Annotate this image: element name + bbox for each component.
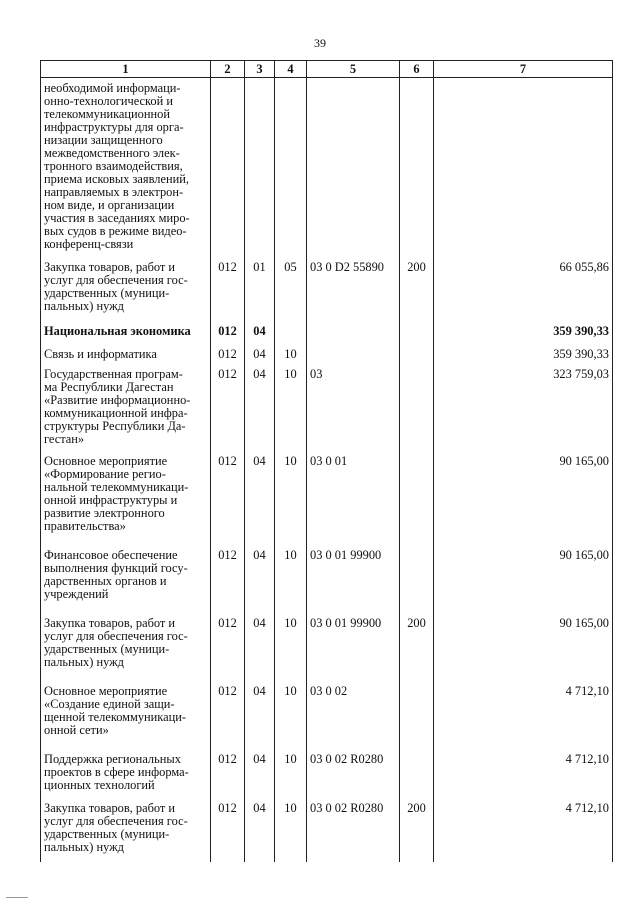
row-amount: 4 712,10 bbox=[434, 683, 613, 751]
row-chapter-code: 012 bbox=[211, 615, 245, 683]
row-amount bbox=[434, 78, 613, 260]
row-section-code: 04 bbox=[245, 683, 275, 751]
column-header-2: 2 bbox=[211, 61, 245, 78]
row-target-article: 03 0 02 bbox=[307, 683, 400, 751]
row-subsection-code: 10 bbox=[275, 547, 307, 615]
row-chapter-code: 012 bbox=[211, 547, 245, 615]
row-expense-type: 200 bbox=[400, 615, 434, 683]
row-amount: 90 165,00 bbox=[434, 453, 613, 547]
row-section-code: 01 bbox=[245, 259, 275, 323]
row-amount: 90 165,00 bbox=[434, 615, 613, 683]
row-amount: 66 055,86 bbox=[434, 259, 613, 323]
row-section-code: 04 bbox=[245, 346, 275, 366]
column-header-3: 3 bbox=[245, 61, 275, 78]
page-number: 39 bbox=[314, 36, 326, 50]
table-row bbox=[41, 259, 613, 323]
row-section-code: 04 bbox=[245, 453, 275, 547]
row-name: Закупка товаров, работ и услуг для обеспечения гос- ударственных (муници- пальных) нужд bbox=[41, 615, 211, 683]
row-expense-type: 200 bbox=[400, 259, 434, 323]
row-expense-type bbox=[400, 346, 434, 366]
row-target-article: 03 0 01 99900 bbox=[307, 615, 400, 683]
table-row bbox=[41, 323, 613, 346]
row-amount: 4 712,10 bbox=[434, 751, 613, 800]
row-chapter-code bbox=[211, 78, 245, 260]
row-expense-type bbox=[400, 751, 434, 800]
row-chapter-code: 012 bbox=[211, 366, 245, 453]
row-subsection-code: 10 bbox=[275, 346, 307, 366]
table-row bbox=[41, 800, 613, 862]
row-name: Основное мероприятие «Формирование регио- нальной телекоммуникаци- онной инфраструктуры и развитие электронного правительства» bbox=[41, 453, 211, 547]
row-expense-type bbox=[400, 547, 434, 615]
row-subsection-code: 10 bbox=[275, 453, 307, 547]
row-chapter-code: 012 bbox=[211, 751, 245, 800]
row-target-article bbox=[307, 78, 400, 260]
row-target-article: 03 0 01 99900 bbox=[307, 547, 400, 615]
row-expense-type bbox=[400, 683, 434, 751]
table-body bbox=[41, 78, 613, 863]
table-row bbox=[41, 547, 613, 615]
row-target-article bbox=[307, 346, 400, 366]
row-chapter-code: 012 bbox=[211, 346, 245, 366]
row-subsection-code: 10 bbox=[275, 800, 307, 862]
budget-table bbox=[40, 60, 613, 862]
table-header-row bbox=[41, 61, 613, 78]
row-subsection-code: 05 bbox=[275, 259, 307, 323]
row-name: Государственная програм- ма Республики Дагестан «Развитие информационно- коммуникационной инфра- структуры Республики Да- гестан» bbox=[41, 366, 211, 453]
table-row bbox=[41, 78, 613, 260]
row-chapter-code: 012 bbox=[211, 800, 245, 862]
row-chapter-code: 012 bbox=[211, 259, 245, 323]
row-target-article: 03 0 D2 55890 bbox=[307, 259, 400, 323]
row-amount: 323 759,03 bbox=[434, 366, 613, 453]
row-target-article: 03 0 01 bbox=[307, 453, 400, 547]
row-chapter-code: 012 bbox=[211, 323, 245, 346]
table-row bbox=[41, 683, 613, 751]
table-row bbox=[41, 453, 613, 547]
column-header-7: 7 bbox=[434, 61, 613, 78]
row-subsection-code: 10 bbox=[275, 366, 307, 453]
row-chapter-code: 012 bbox=[211, 453, 245, 547]
row-target-article bbox=[307, 323, 400, 346]
row-section-code: 04 bbox=[245, 366, 275, 453]
table-row bbox=[41, 346, 613, 366]
row-expense-type bbox=[400, 366, 434, 453]
row-subsection-code: 10 bbox=[275, 683, 307, 751]
column-header-1: 1 bbox=[41, 61, 211, 78]
row-name: Национальная экономика bbox=[41, 323, 211, 346]
row-target-article: 03 bbox=[307, 366, 400, 453]
row-expense-type: 200 bbox=[400, 800, 434, 862]
row-amount: 4 712,10 bbox=[434, 800, 613, 862]
row-chapter-code: 012 bbox=[211, 683, 245, 751]
row-amount: 359 390,33 bbox=[434, 323, 613, 346]
row-name: Основное мероприятие «Создание единой защи- щенной телекоммуникаци- онной сети» bbox=[41, 683, 211, 751]
row-expense-type bbox=[400, 453, 434, 547]
row-section-code: 04 bbox=[245, 323, 275, 346]
row-name: Финансовое обеспечение выполнения функций госу- дарственных органов и учреждений bbox=[41, 547, 211, 615]
scan-edge-mark bbox=[6, 897, 28, 898]
row-name: Закупка товаров, работ и услуг для обеспечения гос- ударственных (муници- пальных) нужд bbox=[41, 259, 211, 323]
row-name: Закупка товаров, работ и услуг для обеспечения гос- ударственных (муници- пальных) нужд bbox=[41, 800, 211, 862]
row-expense-type bbox=[400, 323, 434, 346]
row-section-code: 04 bbox=[245, 751, 275, 800]
row-expense-type bbox=[400, 78, 434, 260]
row-section-code: 04 bbox=[245, 615, 275, 683]
column-header-4: 4 bbox=[275, 61, 307, 78]
row-name: необходимой информаци- онно-технологической и телекоммуникационной инфраструктуры для орга- низации защищенного межведомственного элек- тронного взаимодействия, приема исковых заявлений, направляемых в электрон- ном виде, и организации участия в заседаниях миро- вых судов в режиме видео- конференц-связи bbox=[41, 78, 211, 260]
row-section-code: 04 bbox=[245, 547, 275, 615]
row-subsection-code bbox=[275, 323, 307, 346]
row-section-code: 04 bbox=[245, 800, 275, 862]
row-name: Связь и информатика bbox=[41, 346, 211, 366]
row-amount: 359 390,33 bbox=[434, 346, 613, 366]
row-subsection-code bbox=[275, 78, 307, 260]
row-target-article: 03 0 02 R0280 bbox=[307, 751, 400, 800]
row-subsection-code: 10 bbox=[275, 751, 307, 800]
column-header-5: 5 bbox=[307, 61, 400, 78]
row-amount: 90 165,00 bbox=[434, 547, 613, 615]
row-subsection-code: 10 bbox=[275, 615, 307, 683]
row-target-article: 03 0 02 R0280 bbox=[307, 800, 400, 862]
table-row bbox=[41, 751, 613, 800]
column-header-6: 6 bbox=[400, 61, 434, 78]
table-row bbox=[41, 366, 613, 453]
row-name: Поддержка региональных проектов в сфере информа- ционных технологий bbox=[41, 751, 211, 800]
row-section-code bbox=[245, 78, 275, 260]
table-row bbox=[41, 615, 613, 683]
